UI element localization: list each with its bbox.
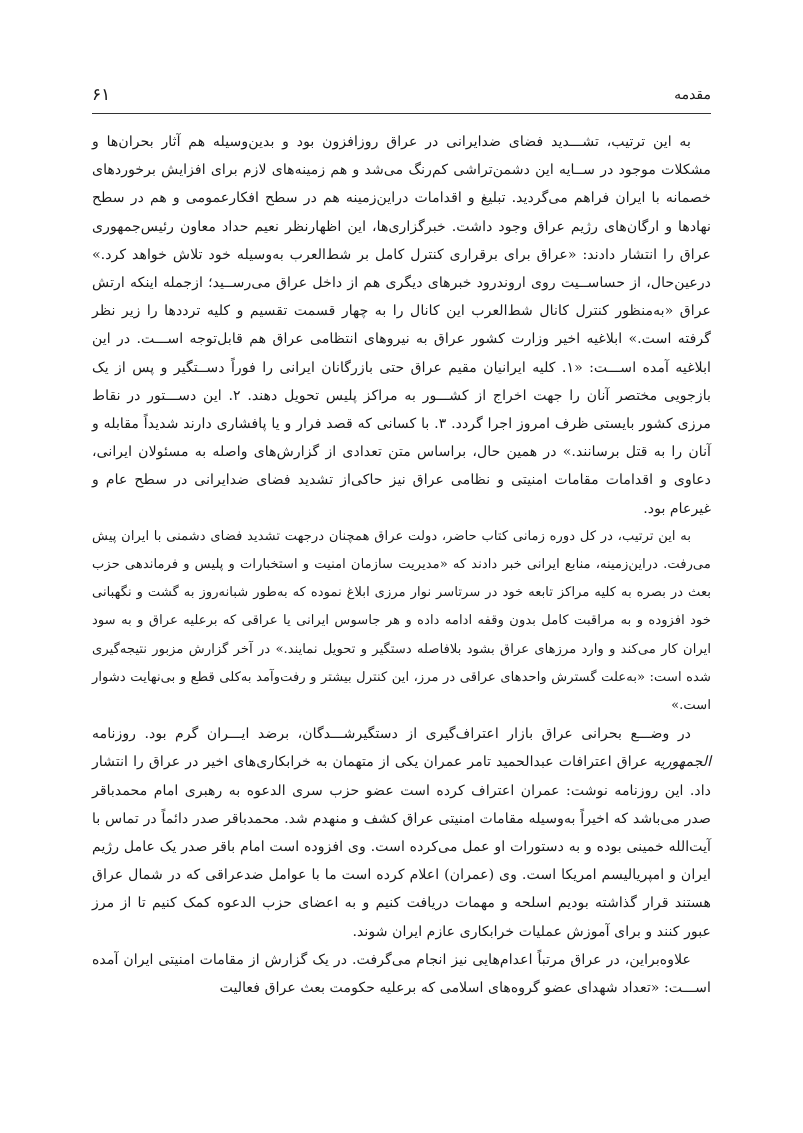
section-title: مقدمه: [674, 87, 711, 103]
body-text: [92, 128, 711, 1002]
paragraph-text: در وضـــع بحرانی عراق بازار اعتراف‌گیری از دستگیرشـــدگان، برضد ایـــران گرم بود. روزنامه: [92, 726, 691, 743]
paragraph: به این ترتیب، تشـــدید فضای ضدایرانی در عراق روزافزون بود و بدین‌وسیله هم آثار بحران‌ها و مشکلات موجود در ســایه این دشمن‌تراشی کم‌رنگ می‌شد و هم زمینه‌های لازم برای افزایش برخوردهای خصمانه با ایران فراهم می‌گردید. تبلیغ و اقدامات دراین‌زمینه هم در سطح افکارعمومی و هم در سطح نهادها و ارگان‌های رژیم عراق وجود داشت. خبرگزاری‌ها، این اظهارنظر نعیم حداد معاون رئیس‌جمهوری عراق را انتشار دادند: «عراق برای برقراری کنترل کامل بر شط‌العرب به‌وسیله خود تلاش خواهد کرد.» درعین‌حال، از حساســیت روی اروندرود خبرهای دیگری هم از داخل عراق می‌رســید؛ ازجمله اینکه ارتش عراق «به‌منظور کنترل کانال شط‌العرب این کانال را به چهار قسمت تقسیم و کلیه ترددها را زیر نظر گرفته است.» ابلاغیه اخیر وزارت کشور عراق به نیروهای انتظامی عراق هم قابل‌توجه اســـت. در این ابلاغیه آمده اســـت: «۱. کلیه ایرانیان مقیم عراق حتی بازرگانان ایرانی را فوراً دســتگیر و پس از یک بازجویی مختصر آنان را جهت اخراج از کشـــور به مراکز پلیس تحویل دهند. ۲. این دســـتور در نقاط مرزی کشور بایستی ظرف امروز اجرا گردد. ۳. با کسانی که قصد فرار و یا پافشاری دارند شدیداً مقابله و آنان را به قتل برسانند.» در همین حال، براساس متن تعدادی از گزارش‌های واصله به مسئولان ایرانی، دعاوی و اقدامات مقامات امنیتی و نظامی عراق نیز حاکی‌از تشدید فضای ضدایرانی در سطح عام و غیرعام بود.: [92, 134, 712, 517]
header-rule: [92, 113, 711, 114]
paragraph-text: عراق اعترافات عبدالحمید تامر عمران یکی از متهمان به خرابکاری‌های اخیر در عراق را انتشار داد. این روزنامه نوشت: عمران اعتراف کرده است عضو حزب سری الدعوه به رهبری امام محمدباقر صدر می‌باشد که اخیراً به‌وسیله مقامات امنیتی عراق کشف و منهدم شد. محمدباقر صدر دائماً در تماس با آیت‌الله خمینی بوده و به دستورات او عمل می‌کرده است. وی افزوده است امام باقر صدر یک عامل رژیم ایران و امپریالیسم امریکا است. وی (عمران) اعلام کرده است ما با عوامل ضدعراقی که در شمال عراق هستند قرار گذاشته بودیم اسلحه و مهمات دریافت کنیم و به اعضای حزب الدعوه کمک کنیم تا از مرز عبور کنند و برای آموزش عملیات خرابکاری عازم ایران شوند.: [92, 754, 711, 940]
paragraph: علاوه‌براین، در عراق مرتباً اعدام‌هایی نیز انجام می‌گرفت. در یک گزارش از مقامات امنیتی ایران آمده اســـت: «تعداد شهدای عضو گروه‌های اسلامی که برعلیه حکومت بعث عراق فعالیت: [92, 951, 711, 997]
running-header: [92, 84, 711, 106]
paragraph: به این ترتیب، در کل دوره زمانی کتاب حاضر، دولت عراق همچنان درجهت تشدید فضای دشمنی با ایران پیش می‌رفت. دراین‌زمینه، منابع ایرانی خبر دادند که «مدیریت سازمان امنیت و استخبارات و پلیس و فرماندهی حزب بعث در بصره به کلیه مراکز تابعه خود در سرتاسر نوار مرزی ابلاغ نموده که به‌طور شبانه‌روز به گشت و نگهبانی خود افزوده و به مراقبت کامل بدون وقفه ادامه داده و هر جاسوس ایرانی یا عراقی که برعلیه عراق و به سود ایران کار می‌کند و وارد مرزهای عراق بشود بلافاصله دستگیر و تحویل نمایند.» در آخر گزارش مزبور نتیجه‌گیری شده است: «به‌علت گسترش واحدهای عراقی در مرز، این کنترل بیشتر و رفت‌وآمد به‌کلی قطع و بی‌نهایت دشوار است.»: [92, 528, 711, 714]
newspaper-name: الجمهوریه: [653, 754, 712, 771]
paragraph: [92, 720, 711, 946]
page-number: ۶۱: [92, 85, 111, 105]
